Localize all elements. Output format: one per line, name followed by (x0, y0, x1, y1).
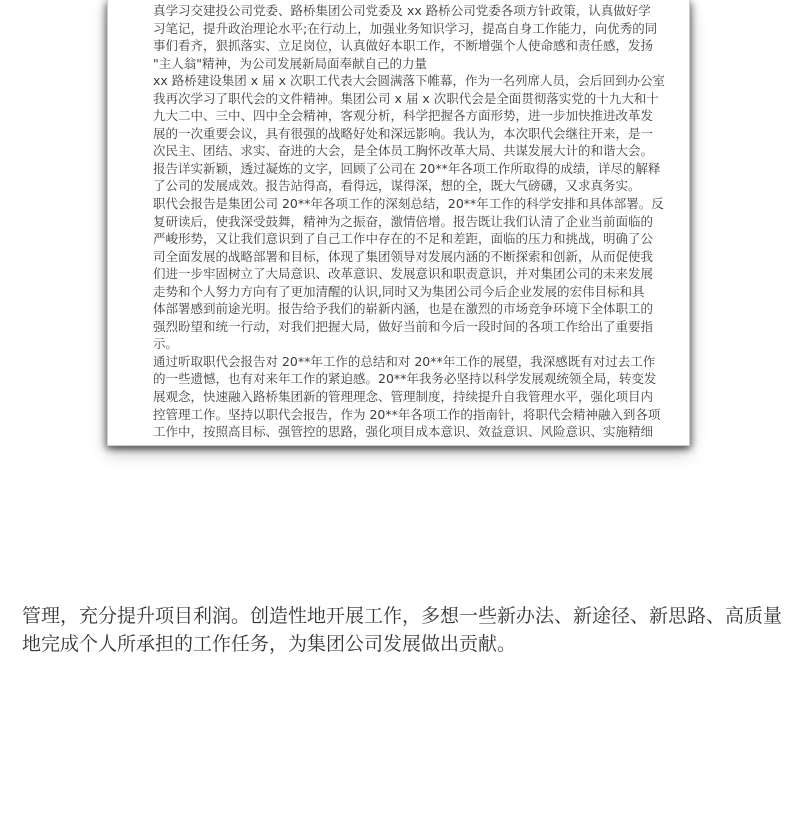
document-text-line: 了公司的发展成效。报告站得高，看得远，谋得深，想的全，既大气磅礴，又求真务实。 (153, 178, 641, 194)
document-text-line: "主人翁"精神，为公司发展新局面奉献自己的力量 (153, 55, 427, 71)
document-text-line: 司全面发展的战略部署和目标，体现了集团领导对发展内涵的不断探索和创新，从而促使我 (153, 248, 654, 264)
document-text-line: 真学习交建投公司党委、路桥集团公司党委及 xx 路桥公司党委各项方针政策，认真做好学 (153, 3, 651, 18)
document-page-preview (107, 0, 690, 446)
document-text-line: 工作中，按照高目标、强管控的思路，强化项目成本意识、效益意识、风险意识、实施精细 (153, 424, 654, 440)
document-text-line: 通过听取职代会报告对 20**年工作的总结和对 20**年工作的展望，我深感既有对过去工作 (153, 353, 656, 369)
document-text-line: xx 路桥建设集团 x 届 x 次职工代表大会圆满落下帷幕，作为一名列席人员，会后回到办公室 (153, 73, 665, 89)
document-text-line: 展观念，快速融入路桥集团新的管理理念、管理制度，持续提升自我管理水平，强化项目内 (153, 389, 654, 405)
document-text-line: 次民主、团结、求实、奋进的大会，是全体员工胸怀改革大局、共谋发展大计的和谐大会。 (153, 143, 654, 159)
article-text-line: 管理，充分提升项目利润。创造性地开展工作，多想一些新办法、新途径、新思路、高质量 (22, 605, 783, 627)
document-text-line: 强烈盼望和统一行动，对我们把握大局，做好当前和今后一段时间的各项工作给出了重要指 (153, 318, 654, 334)
document-text-line: 我再次学习了职代会的文件精神。集团公司 x 届 x 次职代会是全面贯彻落实党的十九大和十 (153, 90, 659, 106)
article-text-line: 地完成个人所承担的工作任务，为集团公司发展做出贡献。 (22, 633, 517, 655)
document-text-line: 九大二中、三中、四中全会精神，客观分析，科学把握各方面形势，进一步加快推进改革发 (153, 108, 654, 124)
document-text-line: 职代会报告是集团公司 20**年各项工作的深刻总结，20**年工作的科学安排和具体部署。反 (153, 196, 664, 212)
document-text-line: 控管理工作。坚持以职代会报告，作为 20**年各项工作的指南针，将职代会精神融入到各项 (153, 406, 661, 422)
document-text-line: 们进一步牢固树立了大局意识、改革意识、发展意识和职责意识，并对集团公司的未来发展 (153, 266, 654, 282)
document-text-line: 展的一次重要会议，具有很强的战略好处和深远影响。我认为，本次职代会继往开来，是一 (153, 125, 654, 141)
document-text-line: 严峻形势，又让我们意识到了自己工作中存在的不足和差距，面临的压力和挑战，明确了公 (153, 231, 654, 247)
document-text-line: 复研读后，使我深受鼓舞，精神为之振奋，激情倍增。报告既让我们认清了企业当前面临的 (153, 213, 654, 229)
document-text-line: 报告详实新颖，透过凝炼的文字，回顾了公司在 20**年各项工作所取得的成绩，详尽的解释 (153, 160, 661, 176)
article-continuation-text (0, 602, 800, 658)
document-text-line: 体部署感到前途光明。报告给予我们的崭新内涵，也是在激烈的市场竞争环境下全体职工的 (153, 301, 654, 317)
document-text-line: 的一些遗憾，也有对来年工作的紧迫感。20**年我务必坚持以科学发展观统领全局，转变发 (153, 371, 657, 387)
document-text-line: 习笔记，提升政治理论水平;在行动上，加强业务知识学习，提高自身工作能力，向优秀的同 (153, 20, 658, 36)
document-text-block (108, 0, 689, 441)
document-text-line: 事们看齐，狠抓落实、立足岗位，认真做好本职工作，不断增强个人使命感和责任感，发扬 (153, 38, 654, 54)
document-text-line: 示。 (153, 336, 179, 352)
document-text-line: 走势和个人努力方向有了更加清醒的认识,同时又为集团公司今后企业发展的宏伟目标和具 (153, 283, 645, 299)
